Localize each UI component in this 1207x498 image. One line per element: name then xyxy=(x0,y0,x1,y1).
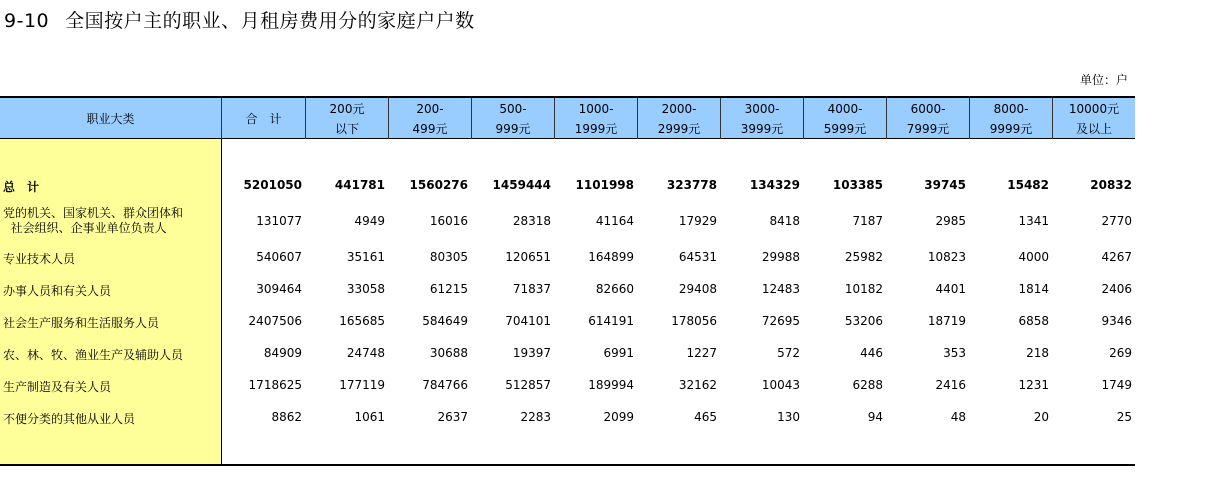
unit-label: 单位：户 xyxy=(1080,73,1129,87)
header-column-line2: 999元 xyxy=(495,121,531,136)
header-column-0 xyxy=(221,98,305,139)
header-column-9 xyxy=(969,98,1052,139)
table-cell: 189994 xyxy=(588,378,634,392)
table-cell: 130 xyxy=(777,410,800,424)
header-column-line1: 10000元 xyxy=(1068,101,1120,116)
table-cell: 165685 xyxy=(339,314,385,328)
table-cell: 1749 xyxy=(1101,378,1132,392)
table-cell: 84909 xyxy=(263,346,302,360)
header-column-line2: 499元 xyxy=(412,121,448,136)
table-cell: 2985 xyxy=(935,214,966,228)
table-cell: 19397 xyxy=(512,346,551,360)
table-cell: 441781 xyxy=(334,178,385,192)
table-cell: 614191 xyxy=(588,314,634,328)
table-cell: 4949 xyxy=(354,214,385,228)
table-cell: 39745 xyxy=(924,178,966,192)
table-cell: 572 xyxy=(777,346,800,360)
table-cell: 18719 xyxy=(927,314,966,328)
table-cell: 1101998 xyxy=(575,178,634,192)
table-cell: 80305 xyxy=(429,250,468,264)
table-cell: 35161 xyxy=(346,250,385,264)
table-cell: 16016 xyxy=(429,214,468,228)
row-label: 专业技术人员 xyxy=(3,252,76,266)
table-cell: 25982 xyxy=(844,250,883,264)
table-cell: 1227 xyxy=(686,346,717,360)
header-column-line1: 4000- xyxy=(827,101,863,116)
table-cell: 1459444 xyxy=(492,178,551,192)
header-column-line2: 1999元 xyxy=(574,121,618,136)
table-cell: 446 xyxy=(860,346,883,360)
header-column-6 xyxy=(720,98,803,139)
table-cell: 28318 xyxy=(512,214,551,228)
table-cell: 131077 xyxy=(256,214,302,228)
table-header xyxy=(0,96,1135,139)
table-cell: 164899 xyxy=(588,250,634,264)
header-column-5 xyxy=(637,98,720,139)
header-column-7 xyxy=(803,98,886,139)
table-cell: 4000 xyxy=(1018,250,1049,264)
table-cell: 309464 xyxy=(256,282,302,296)
row-label: 办事人员和有关人员 xyxy=(3,284,112,298)
table-cell: 512857 xyxy=(505,378,551,392)
table-cell: 218 xyxy=(1026,346,1049,360)
table-cell: 61215 xyxy=(429,282,468,296)
table-cell: 32162 xyxy=(678,378,717,392)
row-label: 不便分类的其他从业人员 xyxy=(3,412,136,426)
table-cell: 20832 xyxy=(1090,178,1132,192)
table-cell: 784766 xyxy=(422,378,468,392)
table-cell: 9346 xyxy=(1101,314,1132,328)
table-cell: 64531 xyxy=(678,250,717,264)
table-cell: 29408 xyxy=(678,282,717,296)
header-occupation xyxy=(0,98,221,139)
table-cell: 1061 xyxy=(354,410,385,424)
header-column-line1: 6000- xyxy=(910,101,946,116)
table-cell: 2637 xyxy=(437,410,468,424)
table-cell: 2407506 xyxy=(248,314,302,328)
table-cell: 94 xyxy=(867,410,883,424)
table-cell: 6991 xyxy=(603,346,634,360)
header-column-3 xyxy=(471,98,554,139)
header-column-10 xyxy=(1052,98,1135,139)
table-cell: 10182 xyxy=(844,282,883,296)
header-column-line1: 2000- xyxy=(661,101,697,116)
header-column-line1: 500- xyxy=(499,101,527,116)
table-cell: 82660 xyxy=(595,282,634,296)
table-cell: 1231 xyxy=(1018,378,1049,392)
header-column-line2: 9999元 xyxy=(989,121,1033,136)
header-column-line1: 8000- xyxy=(993,101,1029,116)
table-cell: 120651 xyxy=(505,250,551,264)
table-cell: 103385 xyxy=(832,178,883,192)
row-label-line1: 党的机关、国家机关、群众团体和 xyxy=(3,206,184,220)
table-cell: 20 xyxy=(1033,410,1049,424)
bottom-rule xyxy=(0,464,1135,466)
table-cell: 12483 xyxy=(761,282,800,296)
table-cell: 177119 xyxy=(339,378,385,392)
table-title: 全国按户主的职业、月租房费用分的家庭户户数 xyxy=(65,10,475,32)
header-column-2 xyxy=(388,98,471,139)
header-column-4 xyxy=(554,98,637,139)
table-cell: 33058 xyxy=(346,282,385,296)
header-column-8 xyxy=(886,98,969,139)
page-title xyxy=(4,6,475,33)
table-cell: 30688 xyxy=(429,346,468,360)
table-cell: 8862 xyxy=(271,410,302,424)
header-column-line2: 3999元 xyxy=(740,121,784,136)
header-column-line1: 合 计 xyxy=(245,111,282,126)
table-cell: 353 xyxy=(943,346,966,360)
table-cell: 10043 xyxy=(761,378,800,392)
table-cell: 323778 xyxy=(666,178,717,192)
table-cell: 48 xyxy=(950,410,966,424)
table-cell: 2416 xyxy=(935,378,966,392)
table-cell: 8418 xyxy=(769,214,800,228)
header-column-line2: 7999元 xyxy=(906,121,950,136)
header-column-line2: 5999元 xyxy=(823,121,867,136)
table-cell: 178056 xyxy=(671,314,717,328)
table-cell: 584649 xyxy=(422,314,468,328)
table-cell: 24748 xyxy=(346,346,385,360)
table-cell: 53206 xyxy=(844,314,883,328)
table-cell: 134329 xyxy=(749,178,800,192)
header-occupation-label: 职业大类 xyxy=(86,111,135,126)
table-cell: 465 xyxy=(694,410,717,424)
table-cell: 4401 xyxy=(935,282,966,296)
table-cell: 704101 xyxy=(505,314,551,328)
header-column-line1: 3000- xyxy=(744,101,780,116)
table-cell: 15482 xyxy=(1007,178,1049,192)
table-cell: 41164 xyxy=(595,214,634,228)
row-label-line2: 社会组织、企事业单位负责人 xyxy=(3,221,167,235)
table-cell: 269 xyxy=(1109,346,1132,360)
table-cell: 29988 xyxy=(761,250,800,264)
table-cell: 1560276 xyxy=(409,178,468,192)
table-cell: 2770 xyxy=(1101,214,1132,228)
header-column-line1: 200元 xyxy=(329,101,365,116)
table-cell: 540607 xyxy=(256,250,302,264)
table-cell: 2406 xyxy=(1101,282,1132,296)
table-cell: 7187 xyxy=(852,214,883,228)
header-column-1 xyxy=(305,98,388,139)
table-cell: 1341 xyxy=(1018,214,1049,228)
table-cell: 25 xyxy=(1116,410,1132,424)
table-cell: 71837 xyxy=(512,282,551,296)
row-label: 总 计 xyxy=(3,180,40,194)
table-number: 9-10 xyxy=(4,10,50,32)
table-cell: 4267 xyxy=(1101,250,1132,264)
row-label: 社会生产服务和生活服务人员 xyxy=(3,316,160,330)
table-cell: 10823 xyxy=(927,250,966,264)
table-cell: 72695 xyxy=(761,314,800,328)
table-cell: 2283 xyxy=(520,410,551,424)
header-column-line1: 200- xyxy=(416,101,444,116)
table-cell: 6858 xyxy=(1018,314,1049,328)
header-column-line2: 及以上 xyxy=(1075,121,1112,136)
table-cell: 17929 xyxy=(678,214,717,228)
table-cell: 5201050 xyxy=(243,178,302,192)
table-cell: 6288 xyxy=(852,378,883,392)
table-cell: 1718625 xyxy=(248,378,302,392)
row-label: 生产制造及有关人员 xyxy=(3,380,112,394)
header-column-line2: 2999元 xyxy=(657,121,701,136)
header-column-line2: 以下 xyxy=(334,121,359,136)
table-cell: 1814 xyxy=(1018,282,1049,296)
row-label: 农、林、牧、渔业生产及辅助人员 xyxy=(3,348,184,362)
header-column-line1: 1000- xyxy=(578,101,614,116)
row-label xyxy=(3,206,183,236)
table-cell: 2099 xyxy=(603,410,634,424)
